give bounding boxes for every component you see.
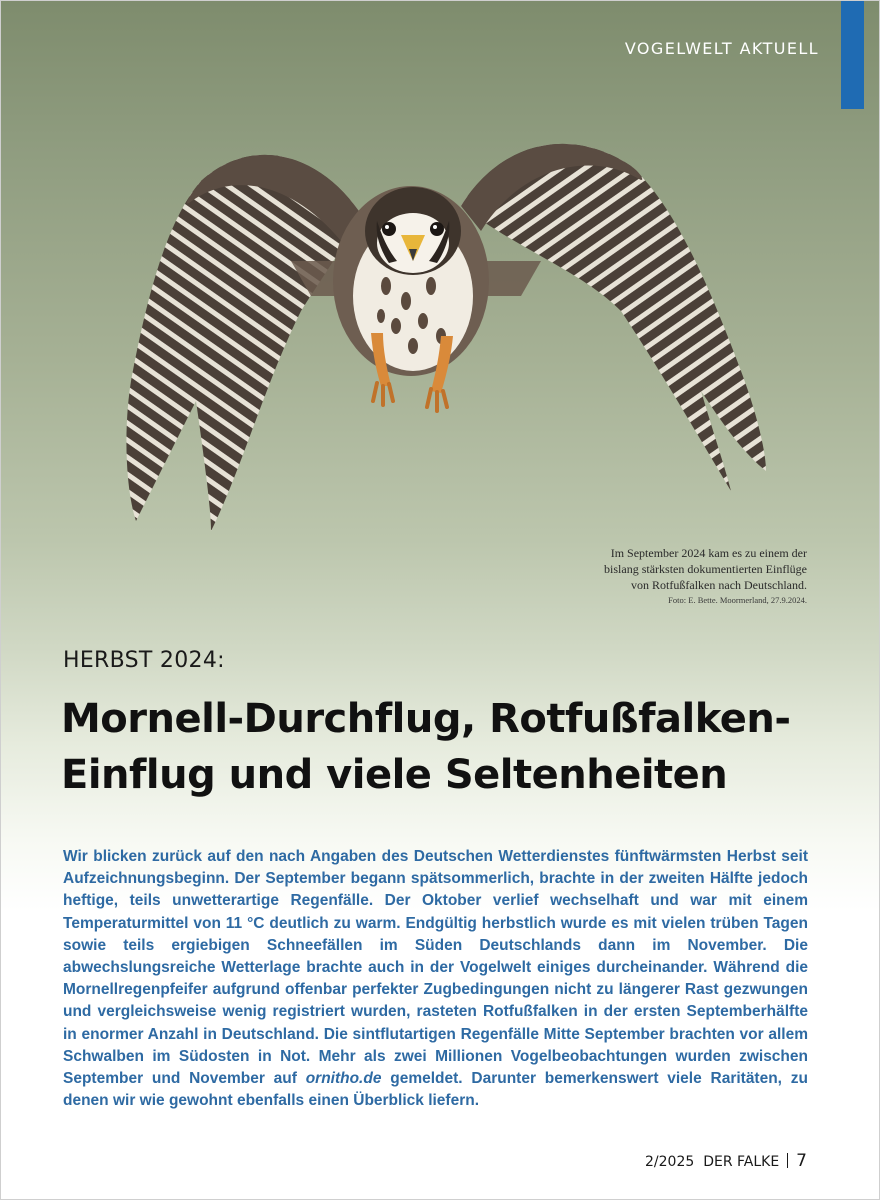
ornitho-link[interactable]: ornitho.de [305,1070,382,1088]
photo-caption [587,545,807,607]
page-footer [645,1151,807,1171]
page-number: 7 [796,1151,807,1171]
caption-text: Im September 2024 kam es zu einem der bislang stärksten dokumentierten Einflüge von Rotfußfalken nach Deutschland. [604,546,807,592]
issue-number: 2/2025 [645,1154,695,1170]
magazine-name: DER FALKE [703,1154,780,1170]
section-label: VOGELWELT AKTUELL [624,39,819,58]
falcon-photo [101,111,801,541]
intro-text-part2: gemeldet. Darunter bemerkenswert viele Raritäten, zu denen wir wie gewohnt ebenfalls einen Überblick liefern. [63,1070,808,1110]
footer-divider [787,1153,788,1168]
article-intro [63,846,808,1112]
article-headline: Mornell-Durchflug, Rotfußfalken-Einflug und viele Seltenheiten [61,696,791,798]
section-color-tab [841,1,864,109]
intro-text-part1: Wir blicken zurück auf den nach Angaben des Deutschen Wetterdienstes fünftwärmsten Herbst seit Aufzeichnungsbeginn. Der September begann spätsommerlich, brachte in der zweiten Hälfte jedoch heftige, teils unwetterartige Regenfälle. Der Oktober verlief wechselhaft und war mit einem Temperaturmittel von 11 °C deutlich zu warm. Endgültig herbstlich wurde es mit vielen trüben Tagen sowie teils ergiebigen Schneefällen im Süden Deutschlands dann im November. Die abwechslungsreiche Wetterlage brachte auch in der Vogelwelt einiges durcheinander. Während die Mornellregenpfeifer aufgrund offenbar perfekter Zugbedingungen nicht zu längerer Rast gezwungen und vergleichsweise wenig registriert wurden, rasteten Rotfußfalken in der ersten Septemberhälfte in enormer Anzahl in Deutschland. Die sintflutartigen Regenfälle Mitte September brachten vor allem Schwalben im Südosten in Not. Mehr als zwei Millionen Vogelbeobachtungen wurden zwischen September und November auf [63,848,808,1088]
photo-credit: Foto: E. Bette. Moormerland, 27.9.2024. [668,595,807,605]
article-kicker: HERBST 2024: [63,648,225,673]
